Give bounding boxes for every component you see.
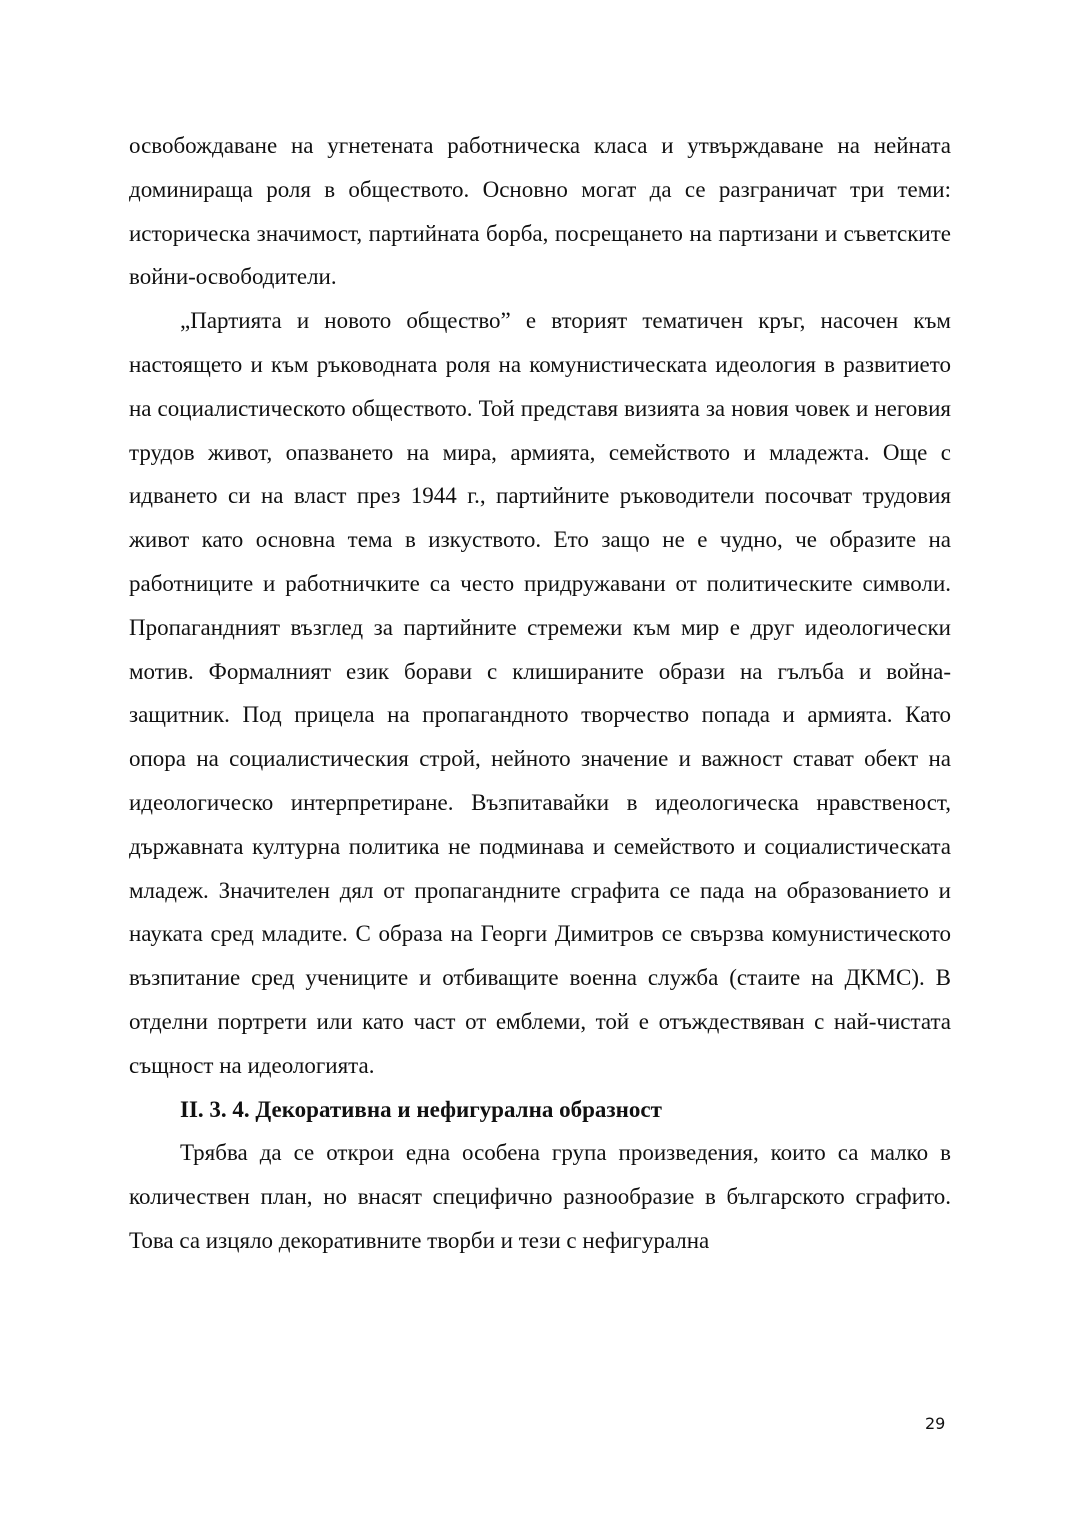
page-number: 29	[925, 1414, 946, 1433]
paragraph-decorative-imagery: Трябва да се открои една особена група произведения, които са малко в количествен план, но внасят специфично разнообразие в българското сграфито. Това са изцяло декоративните творби и тези с нефигурална	[129, 1140, 951, 1253]
paragraph-continuation: освобождаване на угнетената работническа класа и утвърждаване на нейната доминираща роля в обществото. Основно могат да се разграничат три теми: историческа значимост, партийната борба, посрещането на партизани и съветските войни-освободители.	[129, 133, 951, 290]
body-text	[129, 124, 951, 1263]
section-heading: II. 3. 4. Декоративна и нефигурална образност	[180, 1096, 662, 1122]
paragraph-party-and-new-society: „Партията и новото общество” е вторият тематичен кръг, насочен към настоящето и към ръководната роля на комунистическата идеология в развитието на социалистическото обществото. Той представя визията за новия човек и неговия трудов живот, опазването на мира, армията, семейството и младежта. Още с идването си на власт през 1944 г., партийните ръководители посочват трудовия живот като основна тема в изкуството. Ето защо не е чудно, че образите на работниците и работничките са често придружавани от политическите символи. Пропагандният възглед за партийните стремежи към мир е друг идеологически мотив. Формалният език борави с клишираните образи на гълъба и война-защитник. Под прицела на пропагандното творчество попада и армията. Като опора на социалистическия строй, нейното значение и важност стават обект на идеологическо интерпретиране. Възпитавайки в идеологическа нравственост, държавната културна политика не подминава и семейството и социалистическата младеж. Значителен дял от пропагандните сграфита се пада на образованието и науката сред младите. С образа на Георги Димитров се свързва комунистическото възпитание сред учениците и отбиващите военна служба (стаите на ДКМС). В отделни портрети или като част от емблеми, той е отъждествяван с най-чистата същност на идеологията.	[129, 308, 951, 1078]
